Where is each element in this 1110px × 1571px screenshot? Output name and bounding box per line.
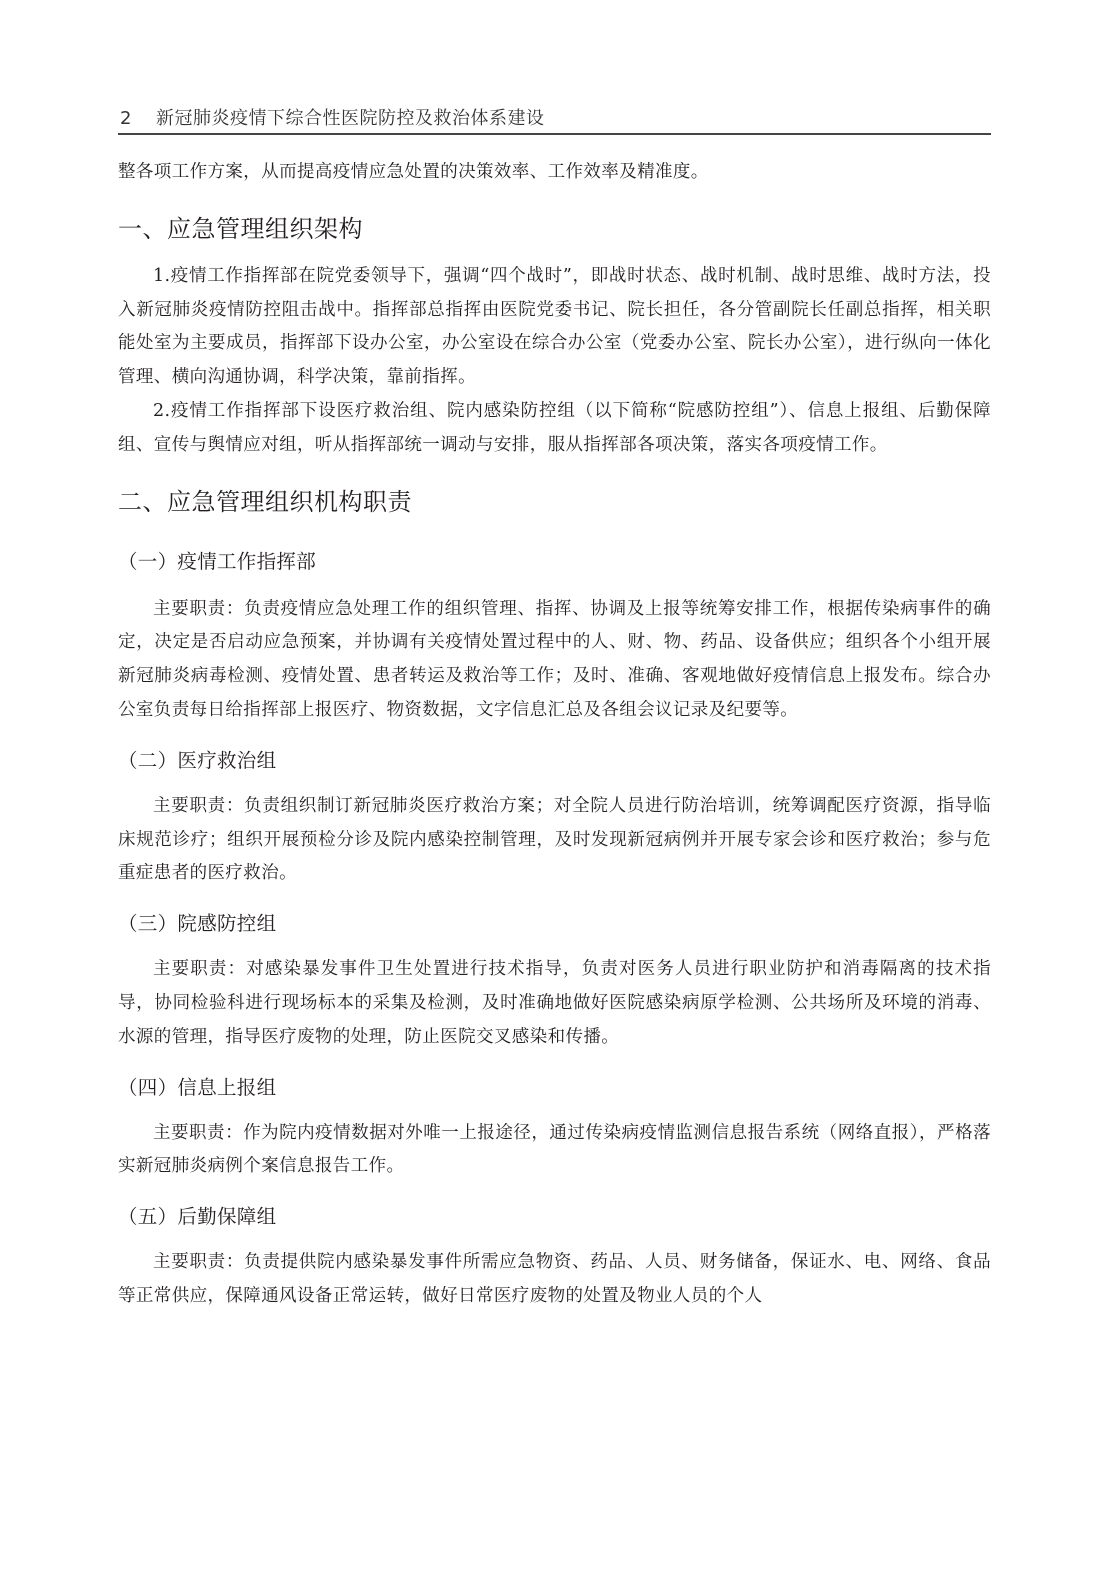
subsection-text-logistics: 主要职责：负责提供院内感染暴发事件所需应急物资、药品、人员、财务储备，保证水、电、网络、食品等正常供应，保障通风设备正常运转，做好日常医疗废物的处置及物业人员的个人 (118, 1252, 991, 1306)
subsection-heading-infection: （三）院感防控组 (118, 912, 277, 936)
page-number: 2 (120, 108, 132, 129)
subsection-heading-reporting: （四）信息上报组 (118, 1075, 277, 1099)
subsection-text-infection: 主要职责：对感染暴发事件卫生处置进行技术指导，负责对医务人员进行职业防护和消毒隔离的技术指导，协同检验科进行现场标本的采集及检测，及时准确地做好医院感染病原学检测、公共场所及环境的消毒、水源的管理，指导医疗废物的处理，防止医院交叉感染和传播。 (118, 959, 991, 1047)
subsection-text-reporting: 主要职责：作为院内疫情数据对外唯一上报途径，通过传染病疫情监测信息报告系统（网络直报），严格落实新冠肺炎病例个案信息报告工作。 (118, 1122, 991, 1177)
section-heading-1: 一、应急管理组织架构 (118, 214, 363, 243)
subsection-heading-medical: （二）医疗救治组 (118, 748, 277, 772)
book-title: 新冠肺炎疫情下综合性医院防控及救治体系建设 (156, 108, 545, 129)
running-header (120, 104, 990, 134)
header-divider (118, 133, 991, 135)
subsection-heading-logistics: （五）后勤保障组 (118, 1205, 277, 1229)
subsection-heading-command: （一）疫情工作指挥部 (118, 549, 317, 573)
paragraph-2: 2.疫情工作指挥部下设医疗救治组、院内感染防控组（以下简称“院感防控组”）、信息上报组、后勤保障组、宣传与舆情应对组，听从指挥部统一调动与安排，服从指挥部各项决策，落实各项疫情工作。 (118, 400, 991, 455)
section-heading-2: 二、应急管理组织机构职责 (118, 487, 412, 516)
paragraph-1: 1.疫情工作指挥部在院党委领导下，强调“四个战时”，即战时状态、战时机制、战时思维、战时方法，投入新冠肺炎疫情防控阻击战中。指挥部总指挥由医院党委书记、院长担任，各分管副院长任副总指挥，相关职能处室为主要成员，指挥部下设办公室，办公室设在综合办公室（党委办公室、院长办公室），进行纵向一体化管理、横向沟通协调，科学决策，靠前指挥。 (118, 265, 991, 388)
subsection-text-medical: 主要职责：负责组织制订新冠肺炎医疗救治方案；对全院人员进行防治培训，统筹调配医疗资源，指导临床规范诊疗；组织开展预检分诊及院内感染控制管理，及时发现新冠病例并开展专家会诊和医疗救治；参与危重症患者的医疗救治。 (118, 795, 991, 884)
subsection-text-command: 主要职责：负责疫情应急处理工作的组织管理、指挥、协调及上报等统筹安排工作，根据传染病事件的确定，决定是否启动应急预案，并协调有关疫情处置过程中的人、财、物、药品、设备供应；组织各个小组开展新冠肺炎病毒检测、疫情处置、患者转运及救治等工作；及时、准确、客观地做好疫情信息上报发布。综合办公室负责每日给指挥部上报医疗、物资数据，文字信息汇总及各组会议记录及纪要等。 (118, 598, 991, 720)
intro-paragraph: 整各项工作方案，从而提高疫情应急处置的决策效率、工作效率及精准度。 (118, 162, 709, 182)
page-content (118, 150, 991, 1314)
